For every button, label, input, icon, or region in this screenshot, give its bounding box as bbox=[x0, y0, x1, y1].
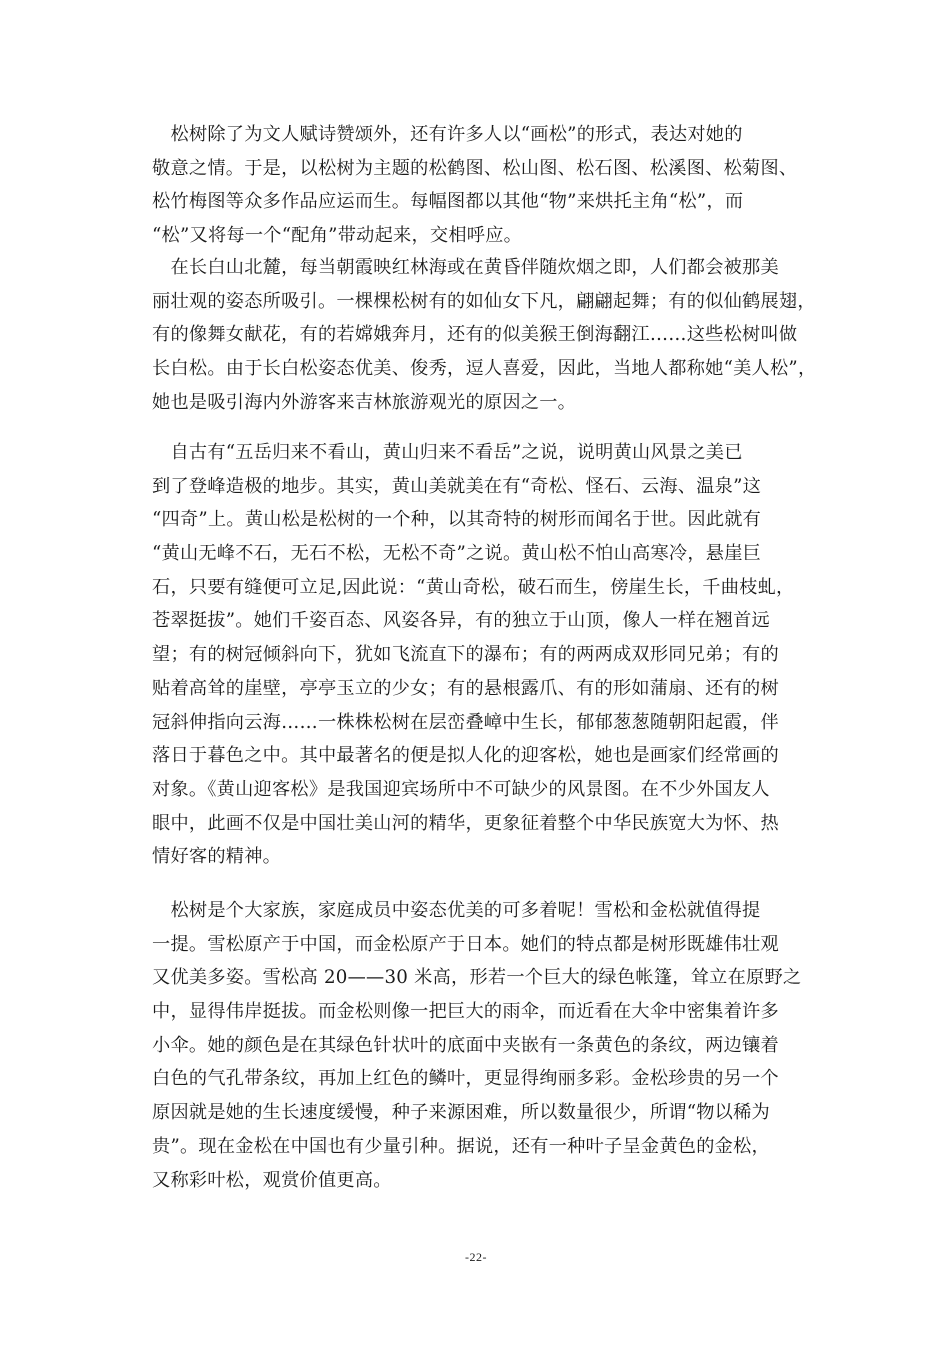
text-line: 贵”。现在金松在中国也有少量引种。据说，还有一种叶子呈金黄色的金松， bbox=[152, 1135, 770, 1157]
text-line: “黄山无峰不石，无石不松，无松不奇”之说。黄山松不怕山高寒冷，悬崖巨 bbox=[152, 543, 762, 565]
text-line: 她也是吸引海内外游客来吉林旅游观光的原因之一。 bbox=[152, 391, 577, 413]
paragraph-huangshan-pine bbox=[152, 436, 794, 874]
text-line: 长白松。由于长白松姿态优美、俊秀，逗人喜爱，因此，当地人都称她“美人松”， bbox=[152, 358, 817, 380]
text-line: 落日于暮色之中。其中最著名的便是拟人化的迎客松，她也是画家们经常画的 bbox=[152, 745, 779, 767]
text-line: 中，显得伟岸挺拔。而金松则像一把巨大的雨伞，而近看在大伞中密集着许多 bbox=[152, 1001, 779, 1023]
text-line: 又优美多姿。雪松高 20——30 米高，形若一个巨大的绿色帐篷，耸立在原野之 bbox=[152, 967, 802, 989]
text-line: 到了登峰造极的地步。其实，黄山美就美在有“奇松、怪石、云海、温泉”这 bbox=[152, 475, 762, 497]
text-line: 冠斜伸指向云海……一株株松树在层峦叠嶂中生长，郁郁葱葱随朝阳起霞，伴 bbox=[152, 711, 779, 733]
text-line: 有的像舞女献花，有的若嫦娥奔月，还有的似美猴王倒海翻江……这些松树叫做 bbox=[152, 324, 798, 346]
text-line: 小伞。她的颜色是在其绿色针状叶的底面中夹嵌有一条黄色的条纹，两边镶着 bbox=[152, 1034, 779, 1056]
text-line: 对象。《黄山迎客松》是我国迎宾场所中不可缺少的风景图。在不少外国友人 bbox=[152, 778, 770, 800]
text-line: 白色的气孔带条纹，再加上红色的鳞叶，更显得绚丽多彩。金松珍贵的另一个 bbox=[152, 1068, 779, 1090]
paragraph-changbai-pine bbox=[152, 251, 816, 419]
text-line: 一提。雪松原产于中国，而金松原产于日本。她们的特点都是树形既雄伟壮观 bbox=[152, 933, 779, 955]
page-number: -22- bbox=[465, 1250, 487, 1264]
text-line: 松树是个大家族，家庭成员中姿态优美的可多着呢！雪松和金松就值得提 bbox=[152, 900, 761, 921]
text-line: 原因就是她的生长速度缓慢，种子来源困难，所以数量很少，所谓“物以稀为 bbox=[152, 1102, 770, 1124]
text-line: 眼中，此画不仅是中国壮美山河的精华，更象征着整个中华民族宽大为怀、热 bbox=[152, 812, 779, 834]
text-line: 石，只要有缝便可立足,因此说：“黄山奇松，破石而生，傍崖生长，千曲枝虬， bbox=[152, 576, 795, 598]
paragraph-cedar-and-golden-pine bbox=[152, 894, 801, 1197]
text-line: 情好客的精神。 bbox=[152, 846, 282, 868]
text-line: 自古有“五岳归来不看山，黄山归来不看岳”之说，说明黄山风景之美已 bbox=[152, 442, 743, 463]
text-line: 敬意之情。于是，以松树为主题的松鹤图、松山图、松石图、松溪图、松菊图、 bbox=[152, 157, 798, 179]
text-line: 丽壮观的姿态所吸引。一棵棵松树有的如仙女下凡，翩翩起舞；有的似仙鹤展翅， bbox=[152, 290, 816, 312]
text-line: 又称彩叶松，观赏价值更高。 bbox=[152, 1169, 392, 1191]
text-line: 望；有的树冠倾斜向下，犹如飞流直下的瀑布；有的两两成双形同兄弟；有的 bbox=[152, 644, 779, 666]
text-line: 松树除了为文人赋诗赞颂外，还有许多人以“画松”的形式，表达对她的 bbox=[152, 124, 743, 145]
paragraph-painting-pines bbox=[152, 118, 797, 253]
text-line: 苍翠挺拔”。她们千姿百态、风姿各异，有的独立于山顶，像人一样在翘首远 bbox=[152, 610, 770, 632]
text-line: 贴着高耸的崖壁，亭亭玉立的少女；有的悬根露爪、有的形如蒲扇、还有的树 bbox=[152, 677, 779, 699]
text-line: 松竹梅图等众多作品应运而生。每幅图都以其他“物”来烘托主角“松”，而 bbox=[152, 191, 744, 213]
text-line: 在长白山北麓，每当朝霞映红林海或在黄昏伴随炊烟之即，人们都会被那美 bbox=[152, 257, 779, 278]
text-line: “四奇”上。黄山松是松树的一个种，以其奇特的树形而闻名于世。因此就有 bbox=[152, 509, 762, 531]
text-line: “松”又将每一个“配角”带动起来，交相呼应。 bbox=[152, 225, 523, 247]
